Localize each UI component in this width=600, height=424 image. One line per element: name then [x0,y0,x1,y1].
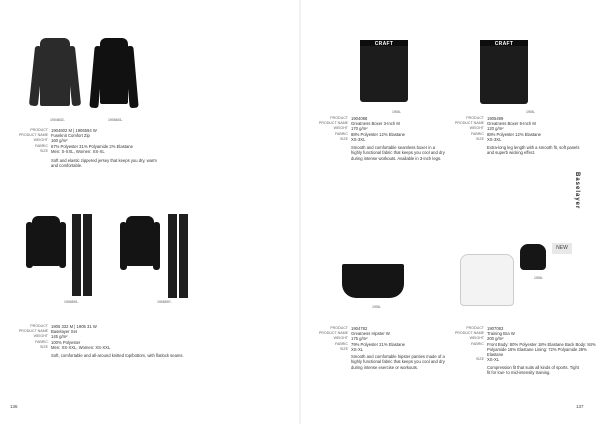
spec-value: 100% Polyester [51,339,81,345]
product-image-zip-jersey-women [92,38,136,108]
spec-value: 145 g/m² [51,334,68,340]
spec-key: PRODUCT [466,116,484,120]
spec-value: Fuseknit Comfort Zip [51,133,90,139]
spec-key: FABRIC [335,341,348,346]
spec-value: 79% Polyester 21% Elastane [351,341,406,347]
spec-key: PRODUCT NAME [18,329,48,334]
spec-value: 160 g/m² [51,138,68,144]
spec-key: SIZE [476,136,484,141]
product-code: 1906591- [64,300,79,304]
product-code: 1906601- [108,118,123,122]
product-image-zip-jersey-men [32,38,78,108]
product-code: 1904602- [50,118,65,122]
spec-value: 175 g/m² [351,336,368,342]
brand-logo: CRAFT [374,41,394,47]
spec-value: 120 g/m² [487,126,504,132]
spec-key: PRODUCT [30,128,48,132]
product-image-baselayer-set-men [26,214,94,296]
spec-value: 67% Polyester 31% Polyamide 2% Elastane [51,143,133,149]
spec-key: WEIGHT [469,336,484,341]
spec-key: PRODUCT NAME [318,121,348,126]
spec-key: FABRIC [35,143,48,148]
spec-key: SIZE [476,357,484,362]
spec-value: 1905499 [487,116,504,121]
spec-key: FABRIC [35,339,48,344]
spec-value: Greatness Hipster W [351,331,390,337]
spec-table [10,128,160,154]
new-badge: NEW [552,243,572,254]
product-description: Soft and elastic zippered jersey that keeps you dry, warm and comfortable. [51,158,157,169]
spec-key: PRODUCT [330,326,348,330]
spec-key: PRODUCT [330,116,348,120]
spec-value: 1904088 [351,116,368,121]
spec-value: Front Body: 80% Polyester 18% Elastane Back Body: 84% Polyamide 16% Elastane Lining: 72% Polyamide 28% Elastane [487,341,596,358]
spec-table [10,324,160,350]
spec-value: 1907083 [487,326,504,331]
spec-table [310,116,450,142]
spec-key: SIZE [40,344,48,349]
spec-value: Greatness Boxer 3-Inch M [351,121,400,127]
spec-key: WEIGHT [33,138,48,143]
spec-key: SIZE [340,136,348,141]
product-image-training-bra-white [460,254,514,306]
spec-key: PRODUCT [466,326,484,330]
page-gutter [299,0,301,424]
product-image-boxer-6-inch [480,40,528,104]
spec-value: 88% Polyester 12% Elastane [487,131,542,137]
page-number-left: 136 [10,404,18,409]
page-number-right: 137 [576,404,584,409]
product-code: 1906- [392,110,401,114]
spec-table [446,326,596,362]
section-title: Baselayer [574,172,580,210]
spec-key: PRODUCT NAME [454,331,484,336]
spec-key: PRODUCT [30,324,48,328]
spec-key: PRODUCT NAME [18,133,48,138]
spec-key: WEIGHT [333,126,348,131]
spec-key: WEIGHT [33,334,48,339]
spec-value: 88% Polyester 12% Elastane [351,131,406,137]
product-description: Smooth and comfortable seamless boxer in a highly functional fabric that keeps you cool and dry during intense workouts. Available in 3-inch legs. [351,145,445,161]
product-image-hipster [342,264,404,298]
spec-value: Baselayer Set [51,329,78,335]
spec-key: SIZE [40,148,48,153]
spec-key: FABRIC [335,131,348,136]
product-code: 1906- [526,110,535,114]
product-code: 1906- [372,305,381,309]
spec-value: Men: S-XXL, Women: XS-XL [51,148,105,154]
product-image-training-bra-black [520,244,546,270]
spec-key: SIZE [340,346,348,351]
product-description: Soft, comfortable and all-around knitted top/bottom, with flatlock seams. [51,353,184,358]
brand-logo: CRAFT [494,41,514,47]
product-description: Smooth and comfortable hipster panties made of a highly functional fabric that keeps you cool and dry during intense exercise or workouts. [351,354,445,370]
spec-value: XS-XL [487,357,500,363]
spec-value: 170 g/m² [351,126,368,132]
product-description: Compression fit that suits all kinds of sports. Tight fit for low- to mid-intensity training. [487,365,579,376]
spec-table [310,326,450,352]
product-code: 1906- [534,276,543,280]
spec-key: PRODUCT NAME [318,331,348,336]
spec-value: XS-3XL [351,136,366,142]
spec-value: Training Bra W [487,331,515,337]
spec-value: 1904602 M | 1906594 W [51,128,97,133]
spec-value: 200 g/m² [487,336,504,342]
spec-value: XS-3XL [487,136,502,142]
product-image-baselayer-set-women [120,214,190,298]
spec-key: WEIGHT [469,126,484,131]
spec-table [446,116,586,142]
spec-key: FABRIC [471,341,484,346]
spec-value: XS-XL [351,346,364,352]
spec-value: Greatness Boxer 6-Inch M [487,121,536,127]
spec-key: FABRIC [471,131,484,136]
spec-key: PRODUCT NAME [454,121,484,126]
spec-value: 1904782 [351,326,368,331]
spec-key: WEIGHT [333,336,348,341]
product-image-boxer-3-inch [360,40,408,102]
spec-value: 1905 332 M | 1905 31 W [51,324,97,329]
spec-value: Men: XS-XXL, Women: XS-XXL [51,344,111,350]
product-description: Extra-long leg length with a smooth fit, soft panels and superb wicking effect. [487,145,580,156]
product-code: 1906597- [157,300,172,304]
